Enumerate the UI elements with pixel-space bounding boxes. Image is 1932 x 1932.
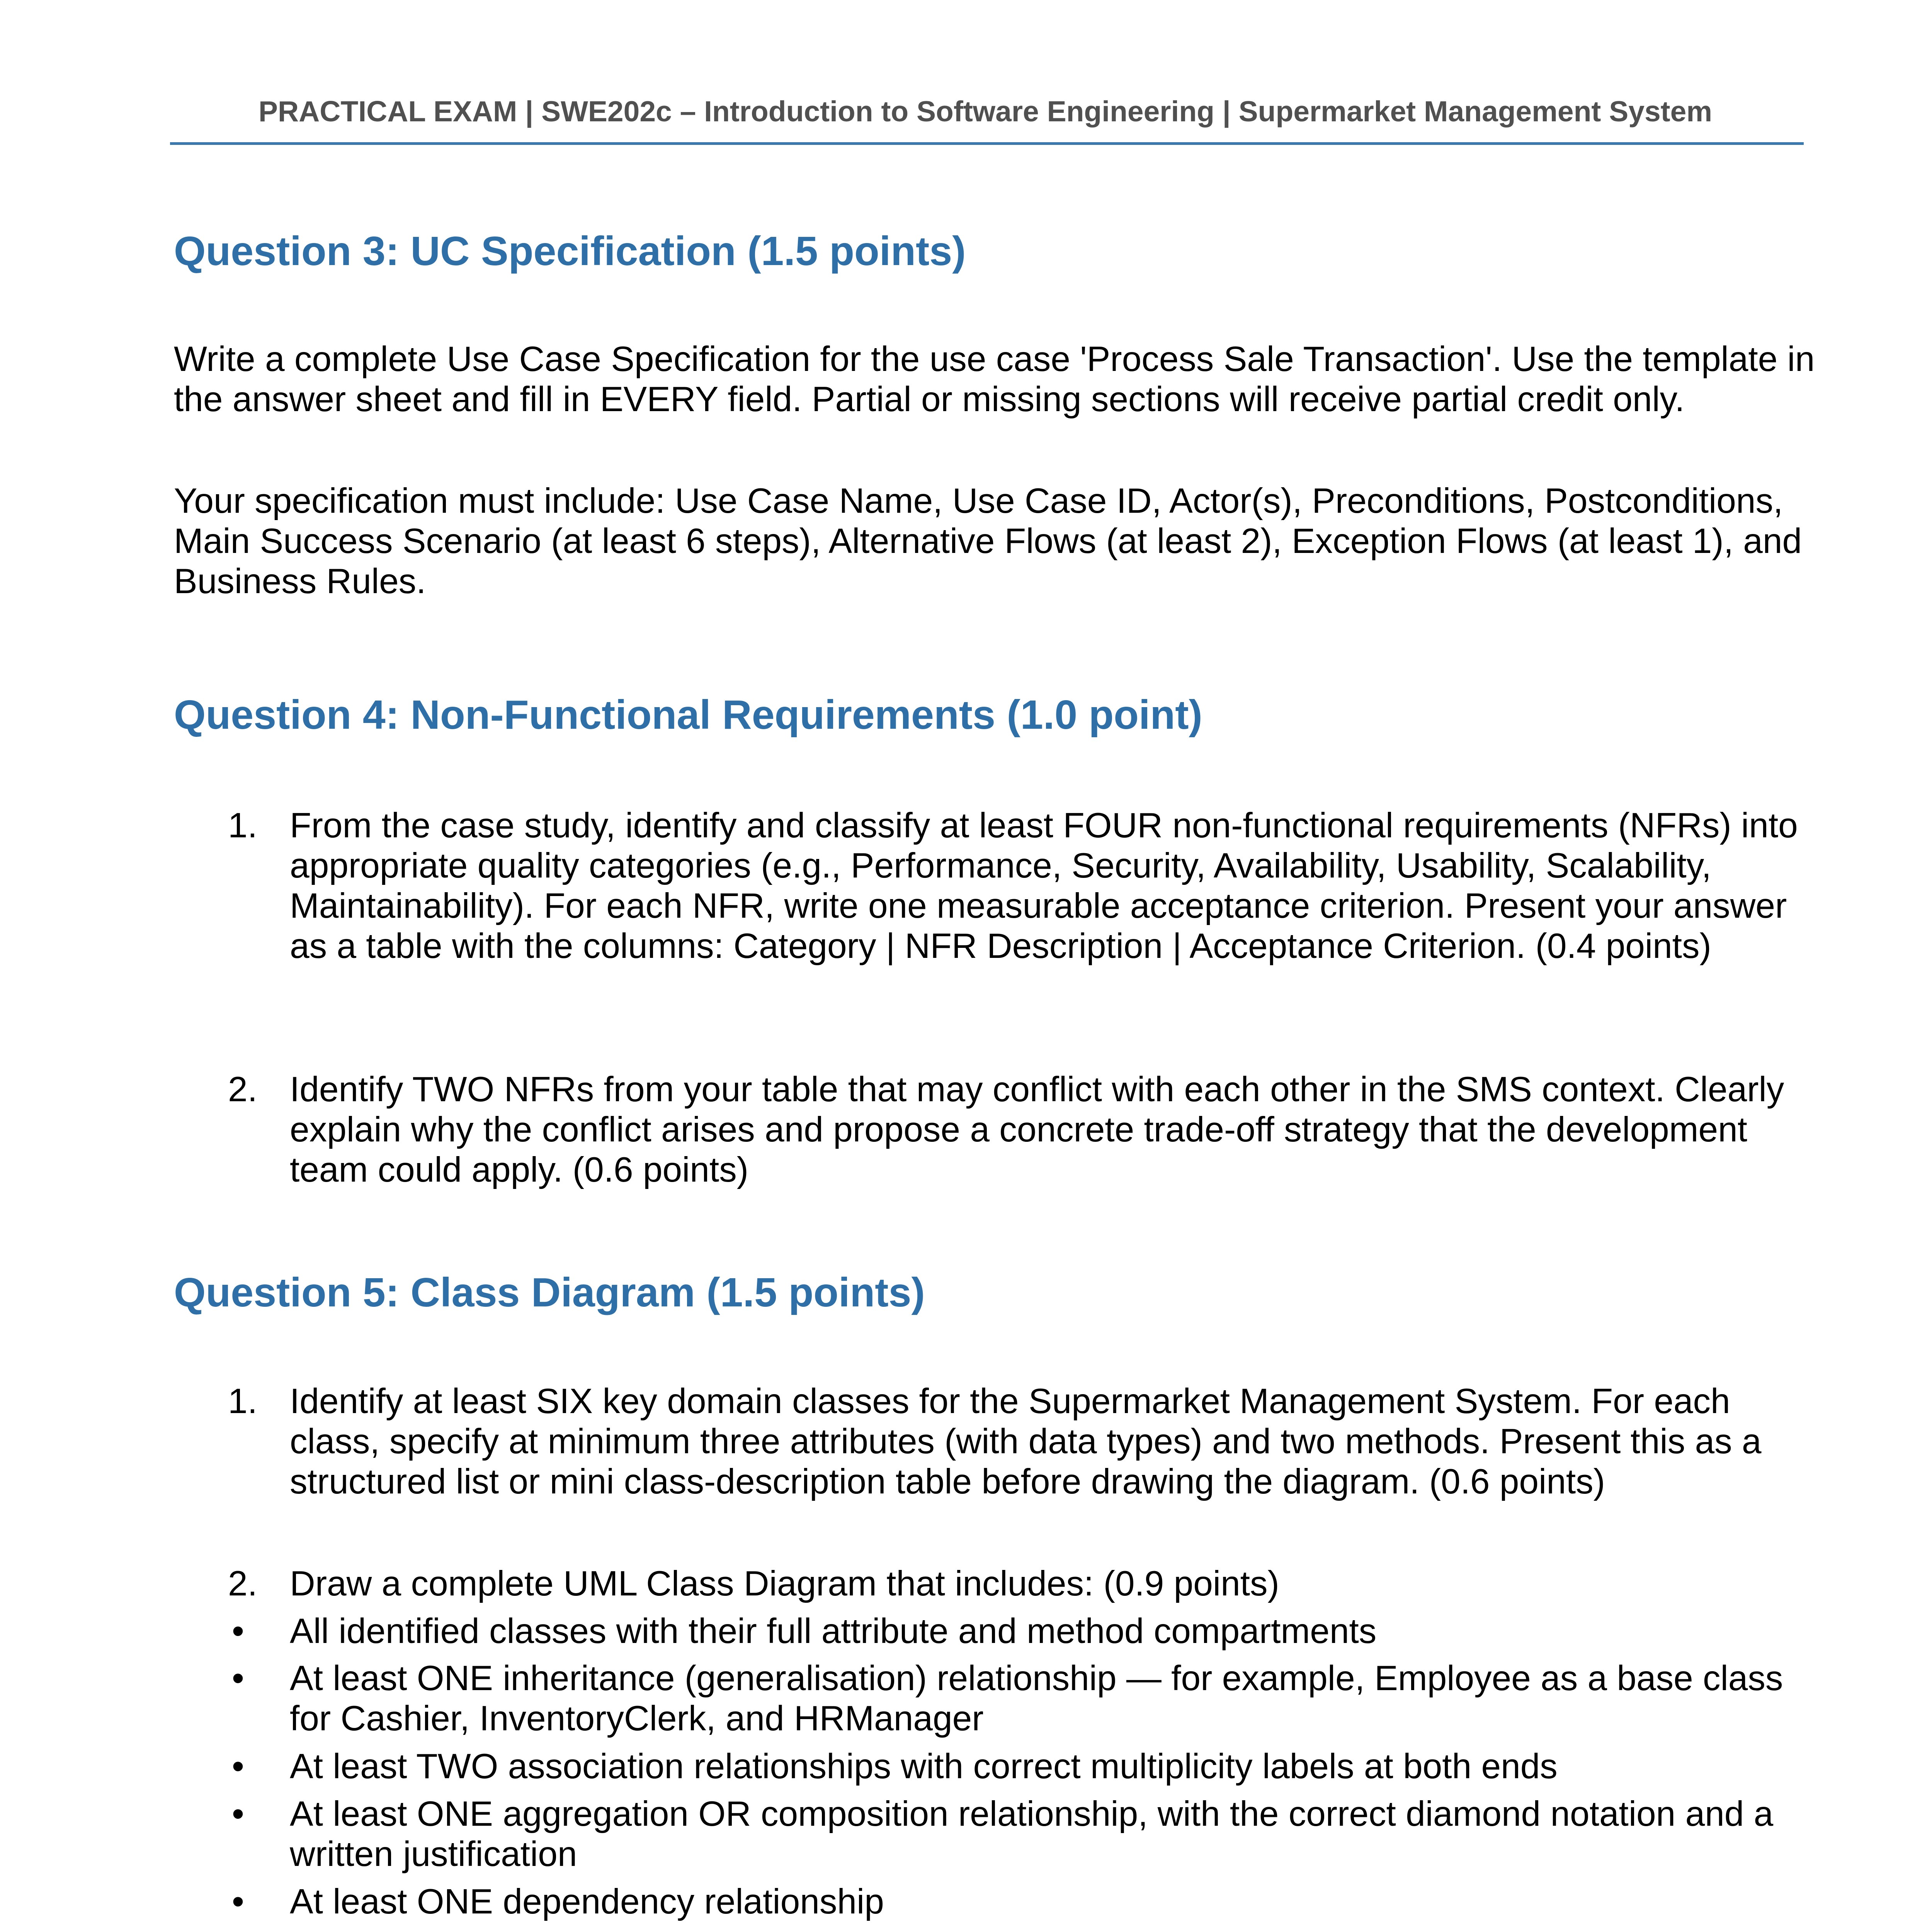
question-5-heading: Question 5: Class Diagram (1.5 points): [174, 1270, 925, 1315]
bullet-item-4: [174, 1794, 1816, 1874]
header-title: PRACTICAL EXAM | SWE202c – Introduction to Software Engineering | Supermarket Management System: [258, 95, 1713, 128]
bullet-symbol: •: [232, 1794, 244, 1833]
question-4-item-2: [174, 1070, 1816, 1190]
question-5-item-2: [174, 1564, 1816, 1604]
bullet-text: At least TWO association relationships with correct multiplicity labels at both ends: [290, 1747, 1558, 1786]
header-divider: [170, 142, 1804, 145]
list-item-text: Draw a complete UML Class Diagram that includes: (0.9 points): [290, 1564, 1279, 1603]
question-3-paragraph-2: Your specification must include: Use Case Name, Use Case ID, Actor(s), Preconditions, Postconditions, Main Success Scenario (at least 6 steps), Alternative Flows (at least 2), Exception Flows (at least 1), and Business Rules.: [174, 481, 1802, 601]
question-3-heading: Question 3: UC Specification (1.5 points): [174, 228, 966, 274]
question-3-paragraph-1: Write a complete Use Case Specification for the use case 'Process Sale Transaction'. Use the template in the answer sheet and fill in EVERY field. Partial or missing sections will receive partial credit only.: [174, 340, 1815, 419]
list-item-text: Identify at least SIX key domain classes for the Supermarket Management System. For each class, specify at minimum three attributes (with data types) and two methods. Present this as a structured list or mini class-description table before drawing the diagram. (0.6 points): [290, 1382, 1762, 1501]
list-number: 2.: [228, 1564, 257, 1603]
question-5-item-1: [174, 1381, 1816, 1502]
bullet-text: At least ONE dependency relationship: [290, 1882, 884, 1921]
list-number: 1.: [228, 806, 257, 845]
list-number: 2.: [228, 1070, 257, 1109]
bullet-symbol: •: [232, 1747, 244, 1786]
bullet-item-1: [174, 1611, 1816, 1651]
bullet-symbol: •: [232, 1882, 244, 1921]
bullet-text: At least ONE aggregation OR composition relationship, with the correct diamond notation and a written justification: [290, 1794, 1774, 1874]
bullet-symbol: •: [232, 1612, 244, 1651]
list-item-text: Identify TWO NFRs from your table that may conflict with each other in the SMS context. Clearly explain why the conflict arises and propose a concrete trade-off strategy that the development team could apply. (0.6 points): [290, 1070, 1784, 1189]
list-item-text: From the case study, identify and classify at least FOUR non-functional requirements (NFRs) into appropriate quality categories (e.g., Performance, Security, Availability, Usability, Scalability, Maintainability). For each NFR, write one measurable acceptance criterion. Present your answer as a table with the columns: Category | NFR Description | Acceptance Criterion. (0.4 points): [290, 806, 1798, 966]
bullet-text: At least ONE inheritance (generalisation) relationship — for example, Employee as a base class for Cashier, InventoryClerk, and HRManager: [290, 1659, 1783, 1738]
list-number: 1.: [228, 1382, 257, 1421]
bullet-text: All identified classes with their full attribute and method compartments: [290, 1612, 1377, 1651]
question-4-heading: Question 4: Non-Functional Requirements (1.0 point): [174, 692, 1202, 738]
bullet-item-2: [174, 1658, 1816, 1739]
bullet-symbol: •: [232, 1659, 244, 1698]
bullet-item-5: [174, 1882, 1816, 1922]
question-4-item-1: [174, 806, 1816, 966]
bullet-item-3: [174, 1747, 1816, 1787]
